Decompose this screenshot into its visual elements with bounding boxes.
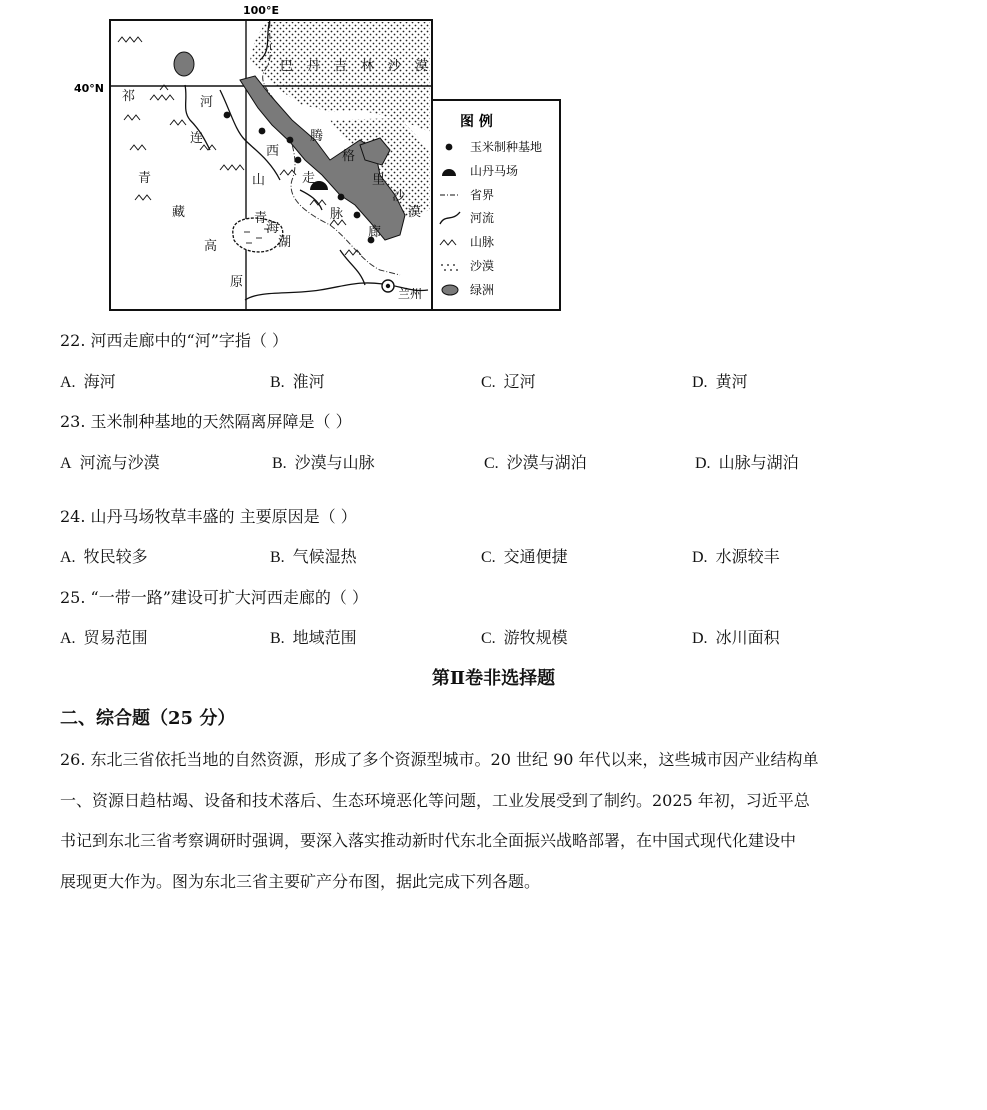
hexi-corridor-map: [60, 0, 580, 318]
svg-text:廊: 廊: [368, 225, 382, 240]
svg-text:漠: 漠: [415, 59, 429, 74]
svg-text:河: 河: [200, 95, 214, 110]
svg-text:走: 走: [302, 171, 316, 186]
oasis-icon: [442, 285, 458, 295]
section-title: 第Ⅱ卷非选择题: [431, 668, 556, 689]
svg-text:里: 里: [372, 173, 386, 188]
lanzhou-label: 兰州: [398, 287, 423, 301]
corn-seed-base: [354, 212, 361, 219]
map-legend: [432, 100, 560, 310]
q25-option-a: A. 贸易范围: [60, 628, 148, 647]
svg-text:海: 海: [266, 221, 280, 236]
q24-option-a: A. 牧民较多: [60, 547, 148, 566]
q23-option-a: A 河流与沙漠: [60, 453, 160, 472]
legend-label-horse: 山丹马场: [470, 164, 519, 178]
svg-text:丹: 丹: [307, 59, 321, 74]
corn-seed-base: [259, 128, 266, 135]
q24-option-c: C. 交通便捷: [481, 547, 568, 566]
dot-icon: [446, 144, 453, 151]
q24-option-d: D. 水源较丰: [692, 547, 780, 566]
q22-option-c: C. 辽河: [481, 372, 536, 391]
oasis-west: [174, 52, 194, 76]
legend-label-desert: 沙漠: [470, 259, 495, 273]
q25-option-d: D. 冰川面积: [692, 628, 780, 647]
q22-option-a: A. 海河: [60, 372, 116, 391]
svg-text:巴: 巴: [280, 59, 294, 74]
legend-label-oasis: 绿洲: [470, 283, 495, 297]
q24-option-b: B. 气候湿热: [270, 547, 357, 566]
svg-text:祁: 祁: [122, 89, 136, 104]
svg-text:原: 原: [230, 275, 244, 290]
question-22-stem: 22. 河西走廊中的“河”字指（ ）: [60, 331, 288, 350]
svg-text:林: 林: [361, 59, 375, 74]
svg-text:格: 格: [342, 149, 356, 164]
svg-text:湖: 湖: [278, 235, 292, 250]
svg-text:高: 高: [204, 239, 218, 254]
svg-text:腾: 腾: [310, 129, 324, 144]
svg-text:连: 连: [190, 131, 204, 146]
svg-text:山: 山: [252, 173, 266, 188]
q22-option-b: B. 淮河: [270, 372, 325, 391]
legend-label-river: 河流: [470, 211, 495, 225]
svg-text:吉: 吉: [334, 59, 348, 74]
corn-seed-base: [224, 112, 231, 119]
legend-title: 图 例: [460, 114, 493, 130]
legend-label-corn: 玉米制种基地: [470, 140, 543, 154]
svg-text:脉: 脉: [330, 207, 344, 222]
q26-line-1: 26. 东北三省依托当地的自然资源，形成了多个资源型城市。20 世纪 90 年代以来，这些城市因产业结构单: [60, 750, 819, 769]
question-23-stem: 23. 玉米制种基地的天然隔离屏障是（ ）: [60, 412, 352, 431]
legend-label-mountain: 山脉: [470, 235, 495, 249]
lanzhou-dot: [386, 284, 390, 288]
svg-text:沙: 沙: [388, 59, 402, 74]
lat-label: 40°N: [74, 82, 105, 95]
svg-text:漠: 漠: [408, 205, 422, 220]
q23-option-d: D. 山脉与湖泊: [695, 453, 799, 472]
q26-line-4: 展现更大作为。图为东北三省主要矿产分布图，据此完成下列各题。: [60, 872, 541, 891]
q23-option-b: B. 沙漠与山脉: [272, 453, 375, 472]
svg-text:青: 青: [138, 171, 152, 186]
svg-text:藏: 藏: [172, 205, 186, 220]
svg-text:沙: 沙: [392, 189, 406, 204]
corn-seed-base: [338, 194, 345, 201]
svg-text:青: 青: [254, 211, 268, 226]
q25-option-c: C. 游牧规模: [481, 628, 568, 647]
q26-line-2: 一、资源日趋枯竭、设备和技术落后、生态环境恶化等问题，工业发展受到了制约。2025 年初，习近平总: [60, 791, 810, 810]
legend-label-border: 省界: [470, 188, 495, 202]
corn-seed-base: [295, 157, 302, 164]
question-24-stem: 24. 山丹马场牧草丰盛的 主要原因是（ ）: [60, 507, 357, 526]
corn-seed-base: [287, 137, 294, 144]
svg-text:西: 西: [266, 144, 280, 159]
q25-option-b: B. 地域范围: [270, 628, 357, 647]
part-title: 二、综合题（25 分）: [60, 708, 236, 729]
q22-option-d: D. 黄河: [692, 372, 748, 391]
question-25-stem: 25. “一带一路”建设可扩大河西走廊的（ ）: [60, 588, 368, 607]
q26-line-3: 书记到东北三省考察调研时强调，要深入落实推动新时代东北全面振兴战略部署，在中国式现代化建设中: [60, 831, 797, 850]
lon-label: 100°E: [243, 4, 279, 17]
q23-option-c: C. 沙漠与湖泊: [484, 453, 587, 472]
